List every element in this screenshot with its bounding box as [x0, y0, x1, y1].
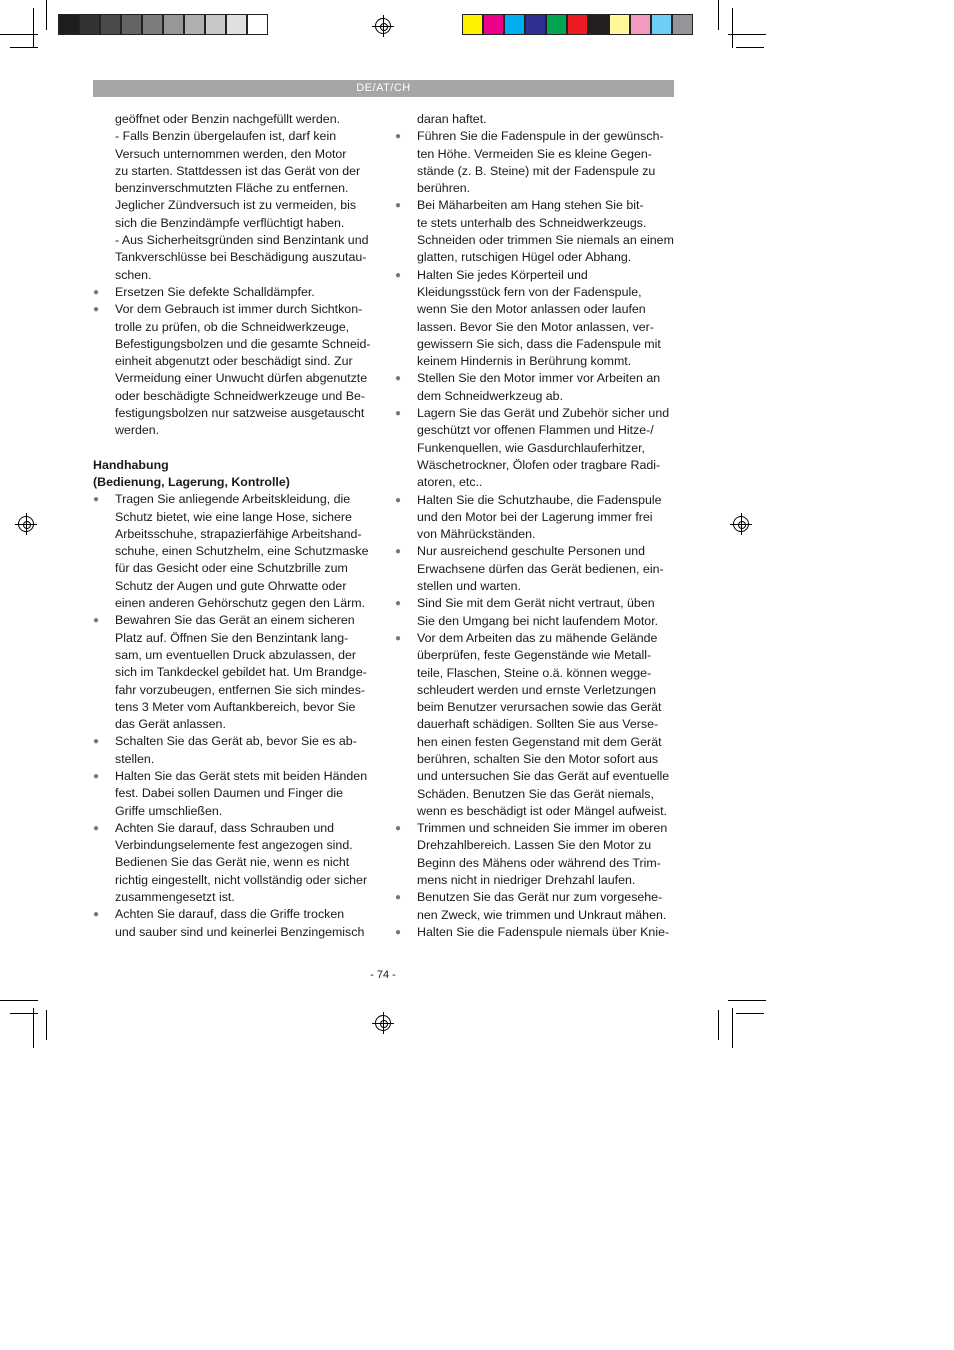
color-swatch: [121, 14, 142, 35]
text-line: Tragen Sie anliegende Arbeitskleidung, die: [115, 492, 351, 507]
text-line: geöffnet oder Benzin nachgefüllt werden.: [115, 112, 341, 126]
text-line: Erwachsene dürfen das Gerät bedienen, ein-: [417, 561, 664, 576]
text-line: Vor dem Gebrauch ist immer durch Sichtkon-: [115, 302, 363, 317]
text-line: Arbeitsschuhe, strapazierfähige Arbeitshand-: [115, 526, 362, 541]
bullet-icon: ●: [395, 494, 402, 506]
text-line: Halten Sie die Schutzhaube, die Fadenspule: [417, 492, 662, 507]
text-line: Schutz der Augen und gute Ohrwatte oder: [115, 578, 347, 593]
text-line: Schneiden oder trimmen Sie niemals an einem: [417, 233, 674, 248]
bullet-icon: ●: [395, 926, 402, 938]
region-header: DE/AT/CH: [93, 80, 674, 97]
text-line: Halten Sie das Gerät stets mit beiden Händen: [115, 768, 368, 783]
color-swatch: [184, 14, 205, 35]
text-line: Bewahren Sie das Gerät an einem sicheren: [115, 613, 355, 628]
text-line: sich die Benzindämpfe verflüchtigt haben.: [115, 215, 345, 230]
color-swatch: [609, 14, 630, 35]
text-line: Stellen Sie den Motor immer vor Arbeiten an: [417, 371, 661, 386]
text-line: Vor dem Arbeiten das zu mähende Gelände: [417, 630, 658, 645]
text-line: lassen. Bevor Sie den Motor anlassen, ver-: [417, 319, 654, 334]
bullet-item: [395, 595, 677, 630]
text-line: Achten Sie darauf, dass die Griffe trocken: [115, 907, 345, 922]
text-line: Nur ausreichend geschulte Personen und: [417, 544, 645, 559]
text-line: Kleidungsstück fern von der Fadenspule,: [417, 284, 642, 299]
bullet-icon: ●: [93, 770, 100, 782]
text-line: tens 3 Meter vom Auftankbereich, bevor Sie: [115, 699, 356, 714]
bullet-item: [93, 768, 375, 820]
right-text-column: [395, 111, 677, 941]
text-line: überprüfen, feste Gegenstände wie Metall-: [417, 648, 652, 663]
color-swatch: [79, 14, 100, 35]
text-line: teile, Flaschen, Steine o.ä. können wegge-: [417, 665, 652, 680]
color-swatch: [546, 14, 567, 35]
text-line: wenn Sie den Motor anlassen oder laufen: [417, 302, 646, 317]
text-line: te stets unterhalb des Schneidwerkzeugs.: [417, 215, 647, 230]
color-swatch: [483, 14, 504, 35]
crop-mark: [33, 8, 34, 48]
text-line: Platz auf. Öffnen Sie den Benzintank lang-: [115, 630, 349, 645]
text-line: trolle zu prüfen, ob die Schneidwerkzeuge,: [115, 319, 350, 334]
text-line: zusammengesetzt ist.: [115, 890, 235, 905]
color-swatch: [100, 14, 121, 35]
text-line: Trimmen und schneiden Sie immer im oberen: [417, 821, 668, 836]
text-line: das Gerät anlassen.: [115, 717, 226, 732]
text-line: Schutz bietet, wie eine lange Hose, sichere: [115, 509, 352, 524]
bullet-icon: ●: [395, 269, 402, 281]
text-line: ten Höhe. Vermeiden Sie es kleine Gegen-: [417, 146, 652, 161]
bullet-icon: ●: [395, 131, 402, 143]
text-line: Beginn des Mähens oder während des Trim-: [417, 855, 661, 870]
text-line: wenn es beschädigt ist oder Mängel aufweist.: [417, 803, 668, 818]
text-line: oder beschädigte Schneidwerkzeuge und Be-: [115, 388, 366, 403]
bullet-item: [93, 301, 375, 439]
text-line: Ersetzen Sie defekte Schalldämpfer.: [115, 284, 315, 299]
registration-mark-icon: [18, 516, 34, 532]
color-swatch: [588, 14, 609, 35]
text-line: nen Zweck, wie trimmen und Unkraut mähen.: [417, 907, 667, 922]
text-line: fest. Dabei sollen Daumen und Finger die: [115, 786, 343, 801]
text-line: schen.: [115, 267, 152, 282]
bullet-item: [395, 924, 677, 941]
text-line: Funkenquellen, wie Gasdurchlauferhitzer,: [417, 440, 645, 455]
crop-mark: [732, 8, 733, 48]
color-swatch: [504, 14, 525, 35]
crop-mark: [10, 47, 38, 48]
bullet-item: [93, 906, 375, 941]
text-line: stände (z. B. Steine) mit der Fadenspule zu: [417, 163, 656, 178]
text-line: gewissern Sie sich, dass die Fadenspule mit: [417, 336, 661, 351]
text-line: Schalten Sie das Gerät ab, bevor Sie es ab-: [115, 734, 357, 749]
color-swatch: [672, 14, 693, 35]
text-line: Drehzahlbereich. Lassen Sie den Motor zu: [417, 838, 652, 853]
bullet-item: [395, 630, 677, 820]
bullet-item: [395, 197, 677, 266]
text-line: Befestigungsbolzen und die gesamte Schneid-: [115, 336, 371, 351]
text-line: dem Schneidwerkzeug ab.: [417, 388, 564, 403]
text-line: Versuch unternommen werden, den Motor: [115, 146, 347, 161]
bullet-icon: ●: [93, 286, 100, 298]
color-calibration-bar: [462, 14, 693, 37]
text-line: von Mährückständen.: [417, 527, 536, 542]
text-line: - Falls Benzin übergelaufen ist, darf kein: [115, 129, 337, 144]
bullet-icon: ●: [93, 494, 100, 506]
crop-mark: [33, 1008, 34, 1048]
bullet-icon: ●: [395, 546, 402, 558]
text-line: berühren.: [417, 181, 471, 196]
bullet-icon: ●: [395, 632, 402, 644]
text-line: Achten Sie darauf, dass Schrauben und: [115, 820, 335, 835]
text-line: geschützt vor offenen Flammen und Hitze-/: [417, 423, 654, 438]
text-line: Führen Sie die Fadenspule in der gewünsch-: [417, 129, 664, 144]
text-line: Jeglicher Zündversuch ist zu vermeiden, bis: [115, 198, 357, 213]
color-swatch: [205, 14, 226, 35]
bullet-icon: ●: [93, 615, 100, 627]
registration-mark-icon: [375, 18, 391, 34]
text-line: beim Benutzer verursachen sowie das Gerät: [417, 700, 662, 715]
bullet-item: [395, 370, 677, 405]
color-swatch: [630, 14, 651, 35]
text-line: Schäden. Benutzen Sie das Gerät niemals,: [417, 786, 654, 801]
bullet-item: [93, 491, 375, 612]
crop-mark: [46, 1010, 47, 1040]
text-line: für das Gesicht oder eine Schutzbrille zum: [115, 561, 348, 576]
text-line: berühren, schalten Sie den Motor sofort aus: [417, 751, 659, 766]
color-swatch: [226, 14, 247, 35]
text-line: Halten Sie die Fadenspule niemals über Knie-: [417, 924, 670, 939]
text-line: und untersuchen Sie das Gerät auf eventuelle: [417, 769, 670, 784]
text-line: atoren, etc..: [417, 475, 483, 490]
crop-mark: [736, 47, 764, 48]
bullet-item: [93, 733, 375, 768]
text-line: Sie den Umgang bei nicht laufendem Motor.: [417, 613, 659, 628]
crop-mark: [736, 1013, 764, 1014]
bullet-item: [395, 889, 677, 924]
text-line: Halten Sie jedes Körperteil und: [417, 267, 588, 282]
text-line: fahr vorzubeugen, entfernen Sie sich mindes-: [115, 682, 366, 697]
color-swatch: [651, 14, 672, 35]
text-line: sam, um eventuellen Druck abzulassen, der: [115, 647, 357, 662]
crop-mark: [728, 1000, 766, 1001]
color-swatch: [247, 14, 268, 35]
bullet-icon: ●: [395, 373, 402, 385]
bullet-item: [93, 612, 375, 733]
text-line: Tankverschlüsse bei Beschädigung auszutau-: [115, 250, 367, 265]
color-swatch: [525, 14, 546, 35]
text-line: Griffe umschließen.: [115, 803, 223, 818]
bullet-icon: ●: [93, 736, 100, 748]
bullet-icon: ●: [395, 823, 402, 835]
bullet-item: [93, 820, 375, 906]
text-line: einen anderen Gehörschutz gegen den Lärm.: [115, 596, 366, 611]
registration-mark-icon: [375, 1015, 391, 1031]
text-line: dauerhaft schädigen. Sollten Sie aus Verse-: [417, 717, 659, 732]
section-heading: Handhabung: [93, 457, 169, 472]
text-line: - Aus Sicherheitsgründen sind Benzintank und: [115, 233, 369, 248]
bullet-icon: ●: [395, 200, 402, 212]
color-swatch: [567, 14, 588, 35]
registration-mark-icon: [733, 516, 749, 532]
bullet-item: [395, 543, 677, 595]
crop-mark: [732, 1008, 733, 1048]
bullet-item: [395, 820, 677, 889]
page-number: - 74 -: [370, 969, 396, 981]
bullet-item: [395, 128, 677, 197]
text-line: Bedienen Sie das Gerät nie, wenn es nicht: [115, 855, 350, 870]
crop-mark: [0, 1000, 38, 1001]
bullet-icon: ●: [395, 892, 402, 904]
text-line: benzinverschmutzten Fläche zu entfernen.: [115, 181, 349, 196]
text-line: Sind Sie mit dem Gerät nicht vertraut, üben: [417, 596, 655, 611]
text-line: hen einen festen Gegenstand mit dem Gerät: [417, 734, 662, 749]
text-line: und sauber sind und keinerlei Benzingemisch: [115, 924, 365, 939]
bullet-icon: ●: [93, 304, 100, 316]
text-line: sich im Tankdeckel gebildet hat. Um Brandge-: [115, 665, 367, 680]
text-line: mens nicht in niedriger Drehzahl laufen.: [417, 873, 636, 888]
bullet-item: [93, 284, 375, 301]
text-line: daran haftet.: [417, 112, 487, 126]
text-line: einheit abgenutzt oder beschädigt sind. Zur: [115, 354, 353, 369]
text-line: festigungsbolzen nur satzweise ausgetauscht: [115, 406, 365, 421]
text-line: stellen und warten.: [417, 579, 522, 594]
text-line: Lagern Sie das Gerät und Zubehör sicher und: [417, 406, 670, 421]
color-swatch: [163, 14, 184, 35]
color-swatch: [462, 14, 483, 35]
bullet-item: [395, 492, 677, 544]
text-line: Wäschetrockner, Ölofen oder tragbare Radi-: [417, 457, 661, 472]
text-line: schuhe, einen Schutzhelm, eine Schutzmaske: [115, 544, 369, 559]
bullet-icon: ●: [93, 909, 100, 921]
text-line: keinem Hindernis in Berührung kommt.: [417, 354, 632, 369]
bullet-icon: ●: [395, 408, 402, 420]
text-line: Vermeidung einer Unwucht dürfen abgenutzte: [115, 371, 368, 386]
color-swatch: [142, 14, 163, 35]
text-line: glatten, rutschigen Hügel oder Abhang.: [417, 250, 632, 265]
text-line: Benutzen Sie das Gerät nur zum vorgesehe-: [417, 890, 663, 905]
text-line: richtig eingestellt, nicht vollständig oder sicher: [115, 872, 368, 887]
text-line: zu starten. Stattdessen ist das Gerät von der: [115, 163, 361, 178]
crop-mark: [728, 34, 766, 35]
section-heading: (Bedienung, Lagerung, Kontrolle): [93, 474, 290, 489]
crop-mark: [46, 0, 47, 30]
grey-calibration-bar: [58, 14, 268, 37]
text-line: werden.: [115, 423, 160, 438]
bullet-icon: ●: [93, 822, 100, 834]
bullet-icon: ●: [395, 598, 402, 610]
text-line: Bei Mäharbeiten am Hang stehen Sie bit-: [417, 198, 644, 213]
text-line: Verbindungselemente fest angezogen sind.: [115, 838, 353, 853]
crop-mark: [718, 0, 719, 30]
crop-mark: [718, 1010, 719, 1040]
text-line: und den Motor bei der Lagerung immer frei: [417, 509, 653, 524]
bullet-item: [395, 405, 677, 491]
left-text-column: [93, 111, 375, 941]
text-line: stellen.: [115, 751, 155, 766]
bullet-item: [395, 267, 677, 371]
color-swatch: [58, 14, 79, 35]
text-line: schleudert werden und ernste Verletzungen: [417, 682, 657, 697]
